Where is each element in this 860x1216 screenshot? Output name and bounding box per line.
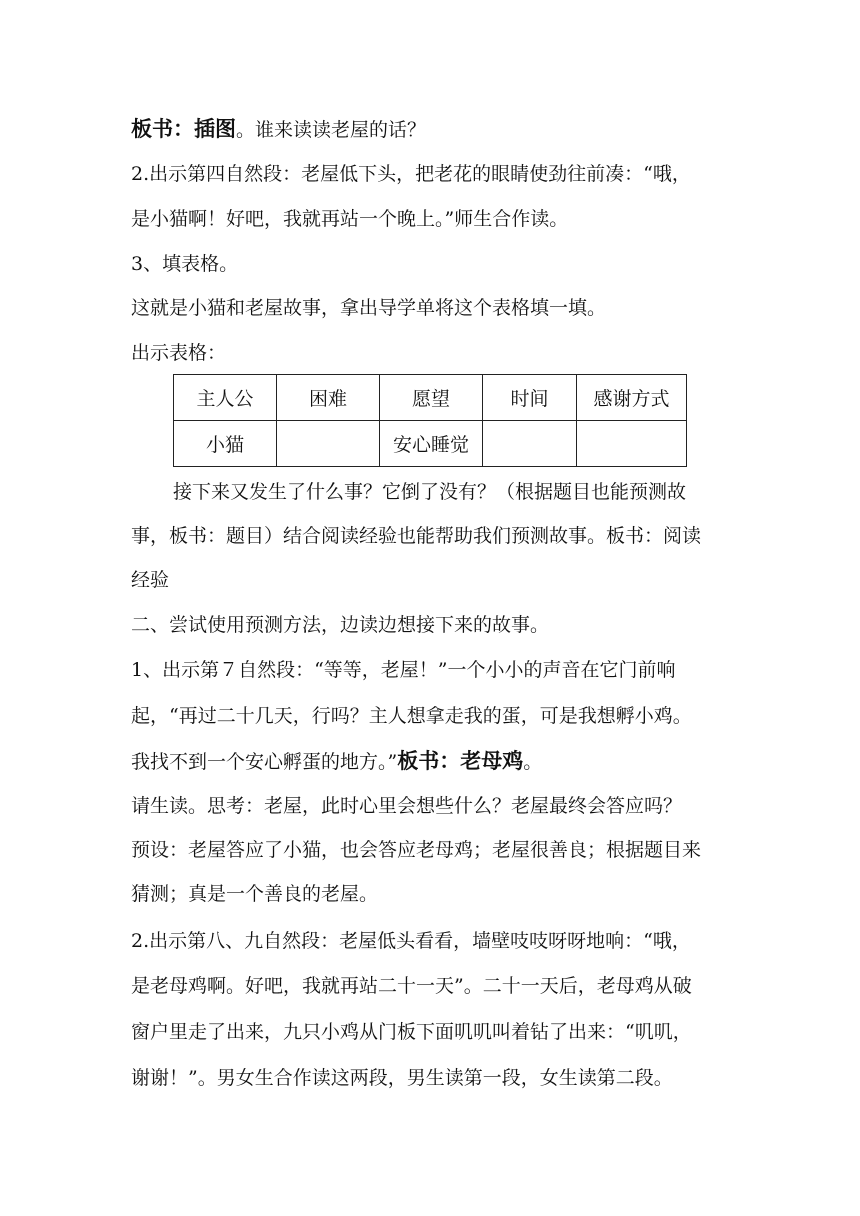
header-wish: 愿望: [380, 375, 483, 421]
line-6: 出示表格：: [131, 342, 227, 364]
line-15: 预设：老屋答应了小猫，也会答应老母鸡；老屋很善良；根据题目来: [131, 839, 702, 861]
cell-protagonist: 小猫: [174, 421, 277, 467]
line-9: 经验: [131, 569, 170, 591]
header-thanks: 感谢方式: [577, 375, 687, 421]
line-1: [131, 115, 732, 144]
line-1-text: 。谁来读读老屋的话？: [236, 119, 427, 141]
line-16: 猜测；真是一个善良的老屋。: [131, 883, 379, 905]
line-13: [131, 747, 732, 776]
table-header-row: [174, 375, 687, 421]
line-2: 2.出示第四自然段：老屋低下头，把老花的眼睛使劲往前凑：“哦，: [131, 163, 691, 185]
blackboard-note: 板书：插图: [131, 117, 236, 141]
line-11: 1、出示第７自然段：“等等，老屋！”一个小小的声音在它门前响: [131, 659, 676, 681]
header-time: 时间: [483, 375, 577, 421]
line-13-end: 。: [523, 751, 543, 773]
line-7: 接下来又发生了什么事？它倒了没有？（根据题目也能预测故: [173, 481, 687, 503]
cell-thanks: [577, 421, 687, 467]
line-3: 是小猫啊！好吧，我就再站一个晚上。”师生合作读。: [131, 208, 569, 230]
line-8: 事，板书：题目）结合阅读经验也能帮助我们预测故事。板书：阅读: [131, 525, 702, 547]
line-13-text: 我找不到一个安心孵蛋的地方。”: [131, 751, 398, 773]
fill-in-table: [173, 374, 687, 467]
line-4: 3、填表格。: [131, 253, 239, 275]
cell-wish: 安心睡觉: [380, 421, 483, 467]
line-17: 2.出示第八、九自然段：老屋低头看看，墙壁吱吱呀呀地响：“哦，: [131, 930, 691, 952]
header-protagonist: 主人公: [174, 375, 277, 421]
line-5: 这就是小猫和老屋故事，拿出导学单将这个表格填一填。: [131, 297, 607, 319]
line-14: 请生读。思考：老屋，此时心里会想些什么？老屋最终会答应吗？: [131, 795, 683, 817]
line-20: 谢谢！”。男女生合作读这两段，男生读第一段，女生读第二段。: [131, 1067, 673, 1089]
cell-difficulty: [277, 421, 380, 467]
blackboard-note-hen: 板书：老母鸡: [397, 749, 524, 773]
header-difficulty: 困难: [277, 375, 380, 421]
line-19: 窗户里走了出来，九只小鸡从门板下面叽叽叫着钻了出来：“叽叽，: [131, 1021, 692, 1043]
cell-time: [483, 421, 577, 467]
line-12: 起，“再过二十几天，行吗？主人想拿走我的蛋，可是我想孵小鸡。: [131, 705, 692, 727]
line-18: 是老母鸡啊。好吧，我就再站二十一天”。二十一天后，老母鸡从破: [131, 975, 692, 997]
table-row: [174, 421, 687, 467]
line-10: 二、尝试使用预测方法，边读边想接下来的故事。: [131, 614, 550, 636]
